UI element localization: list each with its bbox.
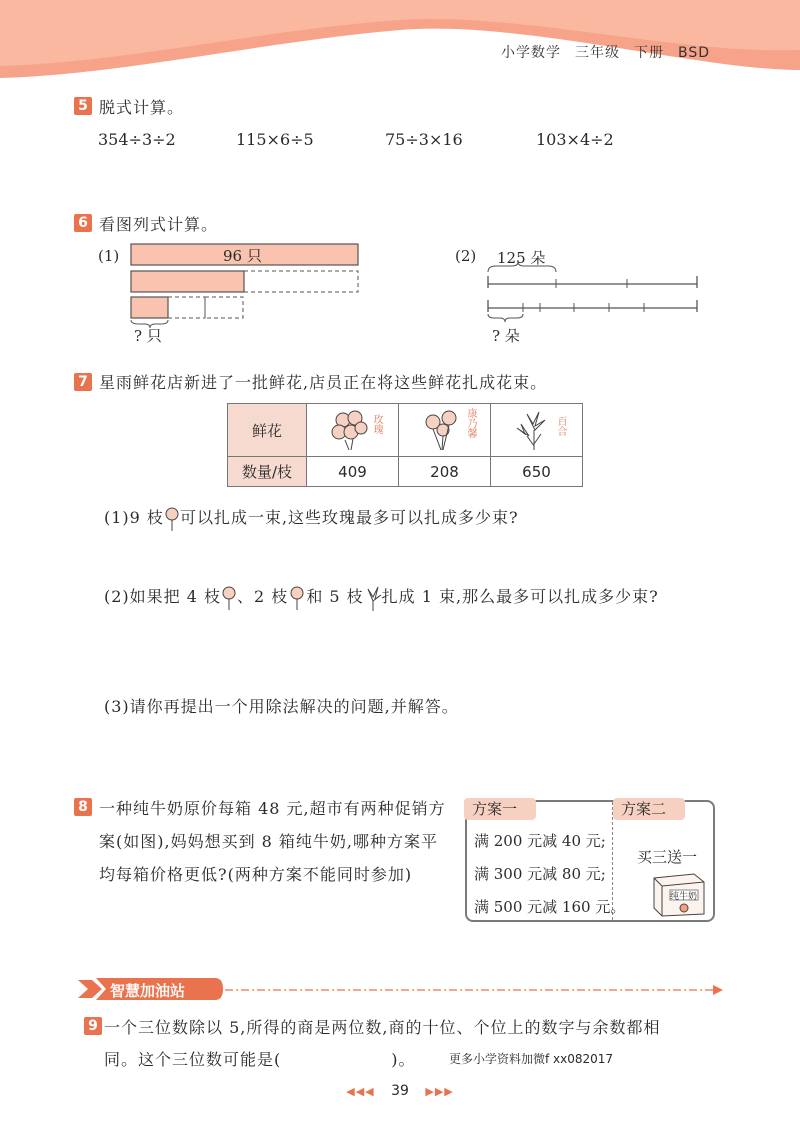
q9-line1: 一个三位数除以 5,所得的商是两位数,商的十位、个位上的数字与余数都相 bbox=[104, 1018, 661, 1037]
header-subject: 小学数学 bbox=[500, 45, 561, 61]
header-volume: 下册 bbox=[633, 45, 664, 61]
q6-number: 6 bbox=[74, 214, 92, 232]
carnation-name: 康乃馨 bbox=[465, 408, 476, 438]
q7-title: 星雨鲜花店新进了一批鲜花,店员正在将这些鲜花扎成花束。 bbox=[99, 373, 548, 392]
rose-count: 409 bbox=[307, 457, 399, 487]
q9-line2-a: 同。这个三位数可能是( bbox=[104, 1050, 282, 1069]
lily-name: 百合 bbox=[555, 416, 566, 436]
q7-sub1-b: 可以扎成一束,这些玫瑰最多可以扎成多少束? bbox=[179, 508, 519, 527]
q5-title: 脱式计算。 bbox=[99, 98, 185, 117]
flower-header: 鲜花 bbox=[228, 404, 307, 457]
header-info bbox=[487, 42, 710, 62]
q9-line2 bbox=[104, 1047, 416, 1070]
count-header: 数量/枝 bbox=[228, 457, 307, 487]
q7-number: 7 bbox=[74, 373, 92, 391]
q8-line3: 均每箱价格更低?(两种方案不能同时参加) bbox=[99, 865, 413, 884]
q8-line1: 一种纯牛奶原价每箱 48 元,超市有两种促销方 bbox=[99, 799, 446, 818]
next-arrows-icon: ▶▶▶ bbox=[425, 1085, 454, 1098]
q6-title: 看图列式计算。 bbox=[99, 215, 219, 234]
rose-name: 玫瑰 bbox=[371, 414, 382, 434]
plan2-tab: 方案二 bbox=[613, 798, 685, 820]
carnation-icon bbox=[288, 586, 306, 610]
q7-sub1 bbox=[104, 505, 519, 531]
flower-rose-cell bbox=[307, 404, 399, 457]
flower-carnation-cell bbox=[399, 404, 491, 457]
page-number: 39 bbox=[391, 1083, 409, 1099]
q7-sub2-a: (2)如果把 4 枝 bbox=[104, 587, 222, 606]
q7-sub1-a: (1)9 枝 bbox=[104, 508, 164, 527]
q9-note: 更多小学资料加微f xx082017 bbox=[449, 1052, 614, 1066]
q6-part1-label: (1) bbox=[98, 247, 120, 265]
plan1-item-3: 满 500 元减 160 元。 bbox=[474, 898, 626, 916]
flower-lily-cell bbox=[491, 404, 583, 457]
q7-sub2-d: 扎成 1 束,那么最多可以扎成多少束? bbox=[381, 587, 659, 606]
q5-expr-4: 103×4÷2 bbox=[536, 130, 614, 149]
q8-line2: 案(如图),妈妈想买到 8 箱纯牛奶,哪种方案平 bbox=[99, 832, 439, 851]
q9-line2-b: )。 bbox=[391, 1050, 416, 1069]
q9-number: 9 bbox=[84, 1017, 102, 1035]
q6-part2-label: (2) bbox=[455, 247, 477, 265]
banner-dotted-line bbox=[225, 983, 725, 997]
plan1-item-2: 满 300 元减 80 元; bbox=[474, 865, 606, 883]
prev-arrows-icon: ◀◀◀ bbox=[346, 1085, 375, 1098]
banner-text: 智慧加油站 bbox=[110, 982, 186, 1000]
lily-icon bbox=[364, 585, 382, 611]
header-grade: 三年级 bbox=[574, 45, 620, 61]
q5-expr-2: 115×6÷5 bbox=[236, 130, 314, 149]
q8-number: 8 bbox=[74, 798, 92, 816]
q5-number: 5 bbox=[74, 97, 92, 115]
q7-sub2 bbox=[104, 584, 659, 611]
plan1-item-1: 满 200 元减 40 元; bbox=[474, 832, 606, 850]
q6-line-diagram bbox=[484, 262, 704, 332]
q6-unknown-label: ? 只 bbox=[134, 327, 162, 345]
q5-expr-1: 354÷3÷2 bbox=[98, 130, 176, 149]
header-edition: BSD bbox=[677, 45, 710, 61]
rose-icon bbox=[164, 507, 180, 531]
q7-sub2-c: 和 5 枝 bbox=[306, 587, 364, 606]
footer bbox=[0, 1083, 800, 1099]
plan2-text: 买三送一 bbox=[637, 848, 698, 866]
q5-expr-3: 75÷3×16 bbox=[385, 130, 463, 149]
plan1-tab: 方案一 bbox=[464, 798, 536, 820]
lily-count: 650 bbox=[491, 457, 583, 487]
carnation-count: 208 bbox=[399, 457, 491, 487]
flower-table bbox=[227, 403, 583, 487]
q7-sub3: (3)请你再提出一个用除法解决的问题,并解答。 bbox=[104, 697, 459, 716]
q6-total-label: 96 只 bbox=[223, 247, 262, 265]
header-wave bbox=[0, 0, 800, 80]
q6-known-label: 125 朵 bbox=[497, 249, 546, 267]
rose-icon bbox=[221, 586, 237, 610]
q6-unknown2-label: ? 朵 bbox=[492, 327, 520, 345]
milk-box-label: 纯牛奶 bbox=[670, 892, 698, 902]
q7-sub2-b: 、2 枝 bbox=[237, 587, 289, 606]
